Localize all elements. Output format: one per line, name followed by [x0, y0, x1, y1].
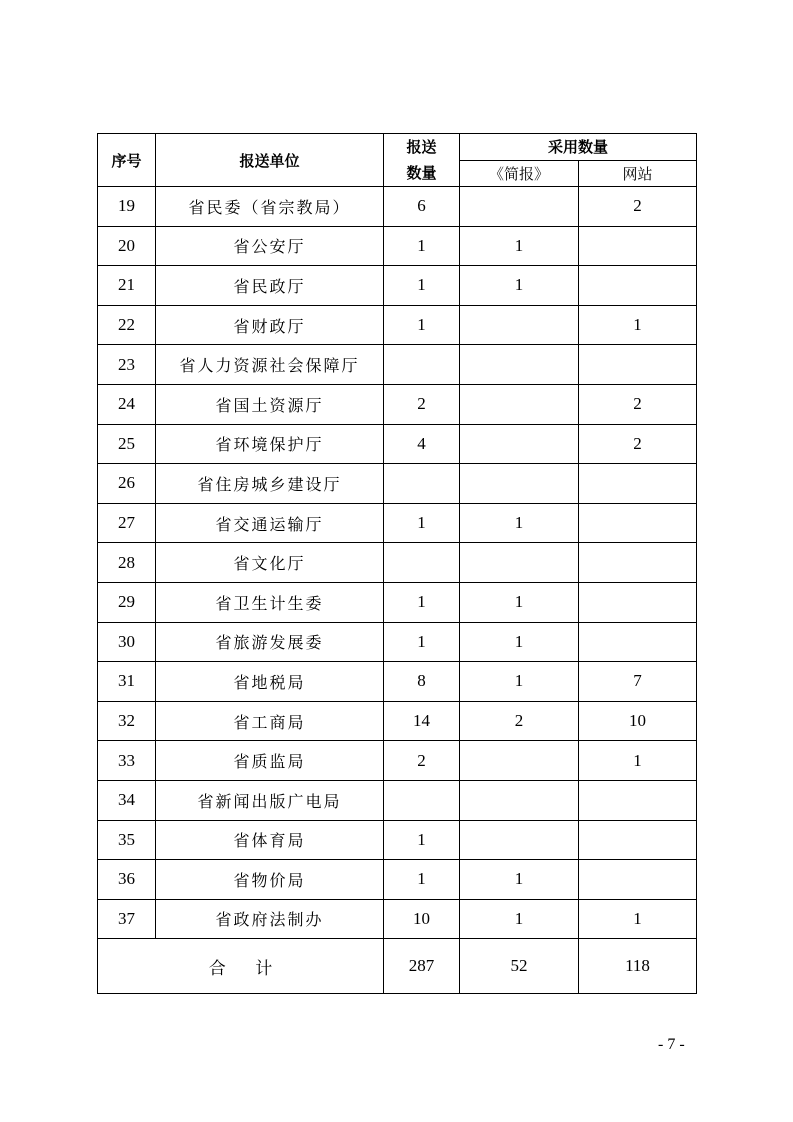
table-row [98, 503, 697, 543]
row-seq: 21 [98, 266, 156, 306]
row-website: 10 [579, 701, 697, 741]
table-row [98, 266, 697, 306]
header-seq: 序号 [98, 134, 156, 187]
row-unit: 省物价局 [156, 860, 384, 900]
row-seq: 28 [98, 543, 156, 583]
row-website: 2 [579, 187, 697, 227]
header-submitted [384, 134, 460, 187]
row-bulletin [460, 424, 579, 464]
header-submitted-line2: 数量 [406, 164, 437, 182]
row-seq: 20 [98, 226, 156, 266]
row-submitted [384, 345, 460, 385]
row-bulletin [460, 741, 579, 781]
row-seq: 30 [98, 622, 156, 662]
row-bulletin [460, 305, 579, 345]
page-number: - 7 - [658, 1036, 685, 1053]
table-row [98, 424, 697, 464]
row-website [579, 345, 697, 385]
total-label: 合 计 [98, 939, 384, 994]
row-unit: 省政府法制办 [156, 899, 384, 939]
row-submitted: 1 [384, 582, 460, 622]
row-seq: 37 [98, 899, 156, 939]
row-submitted: 14 [384, 701, 460, 741]
table-row [98, 622, 697, 662]
row-submitted: 1 [384, 305, 460, 345]
row-seq: 27 [98, 503, 156, 543]
row-unit: 省环境保护厅 [156, 424, 384, 464]
row-seq: 22 [98, 305, 156, 345]
table-row [98, 741, 697, 781]
row-seq: 31 [98, 662, 156, 702]
row-submitted: 2 [384, 741, 460, 781]
row-unit: 省文化厅 [156, 543, 384, 583]
row-seq: 33 [98, 741, 156, 781]
table-row [98, 780, 697, 820]
row-submitted: 2 [384, 384, 460, 424]
row-seq: 34 [98, 780, 156, 820]
table-row [98, 226, 697, 266]
row-website [579, 622, 697, 662]
total-bulletin: 52 [460, 939, 579, 994]
row-submitted [384, 464, 460, 504]
table-row [98, 701, 697, 741]
row-website: 1 [579, 899, 697, 939]
table-row [98, 820, 697, 860]
row-submitted: 8 [384, 662, 460, 702]
row-bulletin: 1 [460, 266, 579, 306]
row-bulletin [460, 464, 579, 504]
total-row [98, 939, 697, 994]
table-row [98, 187, 697, 227]
row-bulletin [460, 820, 579, 860]
table-body [98, 187, 697, 939]
row-submitted: 6 [384, 187, 460, 227]
row-unit: 省公安厅 [156, 226, 384, 266]
row-website [579, 464, 697, 504]
row-seq: 29 [98, 582, 156, 622]
row-bulletin [460, 345, 579, 385]
row-seq: 36 [98, 860, 156, 900]
row-unit: 省体育局 [156, 820, 384, 860]
row-unit: 省工商局 [156, 701, 384, 741]
table-row [98, 899, 697, 939]
row-submitted: 1 [384, 622, 460, 662]
row-submitted: 1 [384, 503, 460, 543]
row-unit: 省国土资源厅 [156, 384, 384, 424]
row-submitted: 1 [384, 820, 460, 860]
row-bulletin [460, 384, 579, 424]
row-website [579, 582, 697, 622]
row-website [579, 543, 697, 583]
table-row [98, 662, 697, 702]
table-row [98, 543, 697, 583]
row-bulletin: 1 [460, 860, 579, 900]
row-unit: 省交通运输厅 [156, 503, 384, 543]
row-unit: 省地税局 [156, 662, 384, 702]
row-website [579, 503, 697, 543]
row-submitted: 1 [384, 266, 460, 306]
row-seq: 35 [98, 820, 156, 860]
row-submitted [384, 543, 460, 583]
row-bulletin: 1 [460, 899, 579, 939]
total-submitted: 287 [384, 939, 460, 994]
row-seq: 19 [98, 187, 156, 227]
row-submitted: 4 [384, 424, 460, 464]
header-bulletin: 《简报》 [460, 160, 579, 187]
row-unit: 省财政厅 [156, 305, 384, 345]
table-row [98, 582, 697, 622]
row-submitted: 1 [384, 860, 460, 900]
row-seq: 23 [98, 345, 156, 385]
row-bulletin [460, 543, 579, 583]
header-adopted: 采用数量 [460, 134, 697, 161]
row-bulletin: 1 [460, 622, 579, 662]
row-bulletin: 1 [460, 662, 579, 702]
row-website: 1 [579, 305, 697, 345]
row-bulletin: 1 [460, 226, 579, 266]
submission-table [97, 133, 697, 994]
row-bulletin [460, 780, 579, 820]
table-row [98, 464, 697, 504]
row-unit: 省民政厅 [156, 266, 384, 306]
row-submitted: 1 [384, 226, 460, 266]
row-submitted [384, 780, 460, 820]
row-unit: 省住房城乡建设厅 [156, 464, 384, 504]
table-row [98, 860, 697, 900]
row-website: 2 [579, 424, 697, 464]
table-row [98, 384, 697, 424]
row-unit: 省民委（省宗教局） [156, 187, 384, 227]
header-unit: 报送单位 [156, 134, 384, 187]
row-unit: 省卫生计生委 [156, 582, 384, 622]
table-row [98, 305, 697, 345]
row-website: 1 [579, 741, 697, 781]
row-bulletin [460, 187, 579, 227]
table-row [98, 345, 697, 385]
row-submitted: 10 [384, 899, 460, 939]
row-bulletin: 1 [460, 503, 579, 543]
row-website [579, 860, 697, 900]
header-website: 网站 [579, 160, 697, 187]
total-website: 118 [579, 939, 697, 994]
row-seq: 25 [98, 424, 156, 464]
row-seq: 24 [98, 384, 156, 424]
row-seq: 26 [98, 464, 156, 504]
row-unit: 省质监局 [156, 741, 384, 781]
row-website [579, 226, 697, 266]
row-bulletin: 1 [460, 582, 579, 622]
row-website: 2 [579, 384, 697, 424]
row-unit: 省旅游发展委 [156, 622, 384, 662]
header-submitted-line1: 报送 [406, 138, 437, 156]
row-seq: 32 [98, 701, 156, 741]
row-bulletin: 2 [460, 701, 579, 741]
row-unit: 省新闻出版广电局 [156, 780, 384, 820]
table-header [98, 134, 697, 187]
row-website [579, 820, 697, 860]
row-website [579, 780, 697, 820]
row-website: 7 [579, 662, 697, 702]
row-unit: 省人力资源社会保障厅 [156, 345, 384, 385]
row-website [579, 266, 697, 306]
